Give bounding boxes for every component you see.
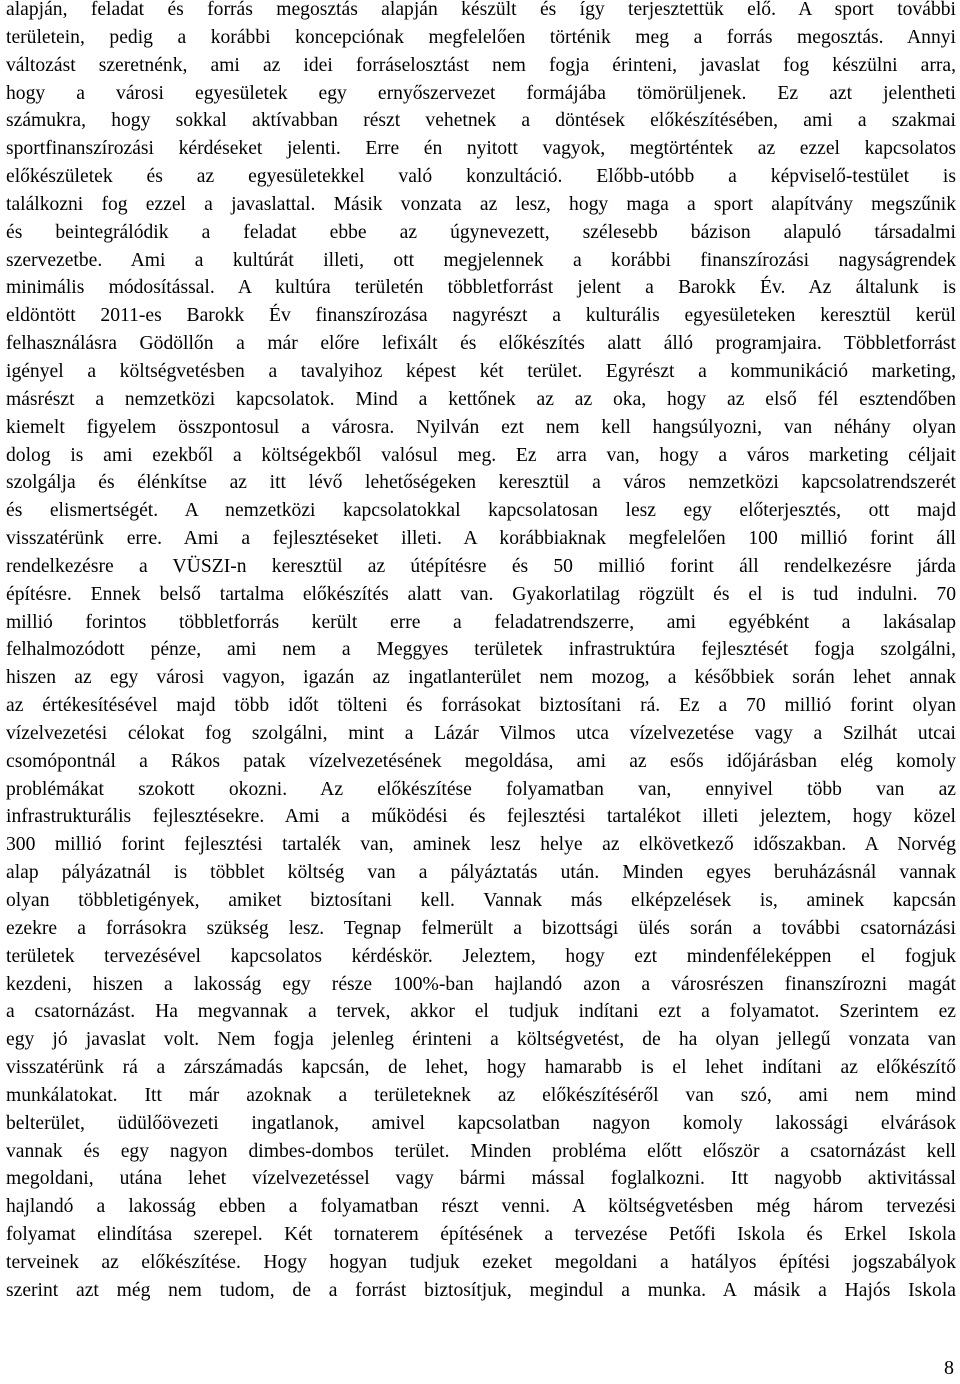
text-line: találkozni fog ezzel a javaslattal. Másik vonzata az lesz, hogy maga a sport alapítvány megszűnik xyxy=(6,193,956,215)
text-line: rendelkezésre a VÜSZI-n keresztül az útépítésre és 50 millió forint áll rendelkezésre járda xyxy=(6,555,956,577)
text-line: területek tervezésével kapcsolatos kérdéskör. Jeleztem, hogy ezt mindenféleképpen el fogjuk xyxy=(6,945,956,967)
text-line: és elismertségét. A nemzetközi kapcsolatokkal kapcsolatosan lesz egy előterjesztés, ott majd xyxy=(6,500,956,522)
text-line: problémákat szokott okozni. Az előkészítése folyamatban van, ennyivel több van az xyxy=(6,778,956,800)
text-line: eldöntött 2011-es Barokk Év finanszírozása nagyrészt a kulturális egyesületeken keresztül kerül xyxy=(6,305,956,327)
text-line: folyamat elindítása szerepel. Két tornaterem építésének a tervezése Petőfi Iskola és Erkel Iskola xyxy=(6,1224,956,1246)
text-line: vízelvezetési célokat fog szolgálni, mint a Lázár Vilmos utca vízelvezetése vagy a Szilhát utcai xyxy=(6,722,956,744)
text-line: belterület, üdülőövezeti ingatlanok, amivel kapcsolatban nagyon komoly lakossági elvárások xyxy=(6,1112,956,1134)
text-line: kezdeni, hiszen a lakosság egy része 100%-ban hajlandó azon a városrészen finanszírozni magát xyxy=(6,973,956,995)
text-line: egy jó javaslat volt. Nem fogja jelenleg érinteni a költségvetést, de ha olyan jellegű vonzata van xyxy=(6,1029,956,1051)
text-line: csomópontnál a Rákos patak vízelvezetésének megoldása, ami az esős időjárásban elég komoly xyxy=(6,750,956,772)
text-line: szolgálja és élénkítse az itt lévő lehetőségeken keresztül a város nemzetközi kapcsolatrendszerét xyxy=(6,472,956,494)
text-line: millió forintos többletforrás került erre a feladatrendszerre, ami egyébként a lakásalap xyxy=(6,611,956,633)
text-line: szervezetbe. Ami a kultúrát illeti, ott megjelennek a korábbi finanszírozási nagyságrendek xyxy=(6,249,956,271)
text-line: területein, pedig a korábbi koncepciónak megfelelően történik meg a forrás megosztás. Annyi xyxy=(6,26,956,48)
text-line: felhasználásra Gödöllőn a már előre lefixált és előkészítés alatt álló programjaira. Többletforrást xyxy=(6,333,956,355)
text-line: munkálatokat. Itt már azoknak a területeknek az előkészítéséről van szó, ami nem mind xyxy=(6,1084,956,1106)
text-line: igényel a költségvetésben a tavalyihoz képest két terület. Egyrészt a kommunikáció marketing, xyxy=(6,360,956,382)
text-line: változást szeretnénk, ami az idei forráselosztást nem fogja érinteni, javaslat fog készülni arra, xyxy=(6,54,956,76)
body-text xyxy=(6,0,956,1333)
text-line: dolog is ami ezekből a költségekből valósul meg. Ez arra van, hogy a város marketing céljait xyxy=(6,444,956,466)
text-line: sportfinanszírozási kérdéseket jelenti. Erre én nyitott vagyok, megtörténtek az ezzel kapcsolatos xyxy=(6,138,956,160)
text-line: 300 millió forint fejlesztési tartalék van, aminek lesz helye az elkövetkező időszakban. A Norvég xyxy=(6,834,956,856)
text-line: kiemelt figyelem összpontosul a városra. Nyilván ezt nem kell hangsúlyozni, van néhány olyan xyxy=(6,416,956,438)
text-line xyxy=(6,1305,956,1333)
text-line: alap pályázatnál is többlet költség van a pályáztatás után. Minden egyes beruházásnál vannak xyxy=(6,862,956,884)
text-line: építésre. Ennek belső tartalma előkészítés alatt van. Gyakorlatilag rögzült és el is tud indulni. 70 xyxy=(6,583,956,605)
text-line: hajlandó a lakosság ebben a folyamatban részt venni. A költségvetésben még három tervezési xyxy=(6,1196,956,1218)
text-line: számukra, hogy sokkal aktívabban részt vehetnek a döntések előkészítésében, ami a szakmai xyxy=(6,110,956,132)
text-line: terveinek az előkészítése. Hogy hogyan tudjuk ezeket megoldani a hatályos építési jogszabályok xyxy=(6,1251,956,1273)
text-line: az értékesítésével majd több időt tölteni és forrásokat biztosítani rá. Ez a 70 millió forint olyan xyxy=(6,695,956,717)
text-line: visszatérünk erre. Ami a fejlesztéseket illeti. A korábbiaknak megfelelően 100 millió forint áll xyxy=(6,528,956,550)
text-line: megoldani, utána lehet vízelvezetéssel vagy bármi mással foglalkozni. Itt nagyobb aktivitással xyxy=(6,1168,956,1190)
text-line: másrészt a nemzetközi kapcsolatok. Mind a kettőnek az az oka, hogy az első fél esztendőben xyxy=(6,388,956,410)
text-line: visszatérünk rá a zárszámadás kapcsán, de lehet, hogy hamarabb is el lehet indítani az előkészítő xyxy=(6,1057,956,1079)
text-line: szerint azt még nem tudom, de a forrást biztosítjuk, megindul a munka. A másik a Hajós Iskola xyxy=(6,1279,956,1301)
page-number: 8 xyxy=(944,1357,954,1379)
text-line: alapján, feladat és forrás megosztás alapján készült és így terjesztettük elő. A sport további xyxy=(6,0,956,20)
text-line: felhalmozódott pénze, ami nem a Meggyes területek infrastruktúra fejlesztését fogja szolgálni, xyxy=(6,639,956,661)
text-line: olyan többletigények, amiket biztosítani kell. Vannak más elképzelések is, aminek kapcsán xyxy=(6,890,956,911)
text-line: vannak és egy nagyon dimbes-dombos terület. Minden probléma előtt először a csatornázást kell xyxy=(6,1140,956,1162)
text-line: előkészületek és az egyesületekkel való konzultáció. Előbb-utóbb a képviselő-testület is xyxy=(6,166,956,188)
text-line: a csatornázást. Ha megvannak a tervek, akkor el tudjuk indítani ezt a folyamatot. Szerintem ez xyxy=(6,1001,956,1023)
text-line: hiszen az egy városi vagyon, igazán az ingatlanterület nem mozog, a későbbiek során lehet annak xyxy=(6,667,956,689)
text-line: infrastrukturális fejlesztésekre. Ami a működési és fejlesztési tartalékot illeti jeleztem, hogy közel xyxy=(6,806,956,828)
text-line: ezekre a forrásokra szükség lesz. Tegnap felmerült a bizottsági ülés során a további csatornázási xyxy=(6,917,956,939)
text-line: minimális módosítással. A kultúra területén többletforrást jelent a Barokk Év. Az általunk is xyxy=(6,277,956,299)
text-line: hogy a városi egyesületek egy ernyőszervezet formájába tömörüljenek. Ez azt jelentheti xyxy=(6,82,956,104)
text-line: és beintegrálódik a feladat ebbe az úgynevezett, szélesebb bázison alapuló társadalmi xyxy=(6,221,956,243)
